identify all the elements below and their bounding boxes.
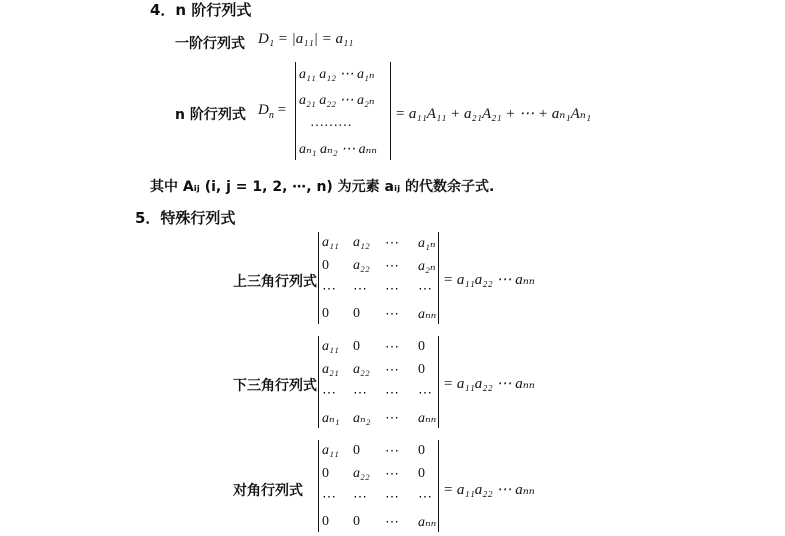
lower-cell-4-4: aₙₙ [418, 411, 437, 426]
lower-cell-4-1: aₙ₁ [322, 411, 340, 426]
lower-cell-3-1: ⋯ [322, 386, 336, 401]
diag-cell-2-4: 0 [418, 466, 425, 481]
upper-cell-2-2: a₂₂ [353, 258, 370, 273]
diagonal-label: 对角行列式 [233, 483, 303, 499]
diag-cell-4-1: 0 [322, 514, 329, 529]
upper-cell-4-3: ⋯ [385, 307, 399, 322]
upper-matrix-left-bar [318, 232, 319, 324]
lower-result: = a₁₁a₂₂ ⋯ aₙₙ [443, 376, 535, 392]
lower-cell-4-2: aₙ₂ [353, 411, 371, 426]
lower-cell-2-1: a₂₁ [322, 362, 339, 377]
section-4-title: 4．n 阶行列式 [150, 1, 252, 19]
nth-matrix-row-3: ……… [310, 115, 352, 130]
lower-cell-2-4: 0 [418, 362, 425, 377]
section-5-title: 5．特殊行列式 [135, 209, 236, 227]
diag-cell-2-1: 0 [322, 466, 329, 481]
lower-matrix-right-bar [438, 336, 439, 428]
diag-matrix-left-bar [318, 440, 319, 532]
lower-cell-2-3: ⋯ [385, 363, 399, 378]
lower-triangular-label: 下三角行列式 [233, 378, 317, 394]
nth-matrix-left-bar [295, 62, 296, 160]
d-n-letter: D [258, 102, 269, 118]
lower-cell-4-3: ⋯ [385, 411, 399, 426]
upper-cell-2-3: ⋯ [385, 259, 399, 274]
diag-cell-3-1: ⋯ [322, 490, 336, 505]
nth-matrix-row-4: aₙ₁ aₙ₂ ⋯ aₙₙ [299, 142, 377, 157]
lower-cell-2-2: a₂₂ [353, 362, 370, 377]
upper-cell-1-2: a₁₂ [353, 235, 370, 250]
first-order-formula: D₁ = |a₁₁| = a₁₁ [258, 31, 354, 47]
lower-cell-1-4: 0 [418, 339, 425, 354]
diag-cell-4-4: aₙₙ [418, 515, 437, 530]
upper-cell-3-1: ⋯ [322, 282, 336, 297]
diag-cell-3-3: ⋯ [385, 490, 399, 505]
lower-cell-3-4: ⋯ [418, 386, 432, 401]
first-order-label: 一阶行列式 [175, 36, 245, 52]
d-n-subscript: n [268, 110, 274, 121]
diag-cell-2-2: a₂₂ [353, 466, 370, 481]
upper-cell-3-3: ⋯ [385, 282, 399, 297]
upper-result: = a₁₁a₂₂ ⋯ aₙₙ [443, 272, 535, 288]
nth-matrix-row-1: a₁₁ a₁₂ ⋯ a₁ₙ [299, 67, 375, 82]
upper-cell-4-4: aₙₙ [418, 307, 437, 322]
upper-cell-1-3: ⋯ [385, 236, 399, 251]
lower-matrix-left-bar [318, 336, 319, 428]
diag-result: = a₁₁a₂₂ ⋯ aₙₙ [443, 482, 535, 498]
nth-order-label: n 阶行列式 [175, 107, 246, 123]
upper-cell-2-4: a₂ₙ [418, 259, 436, 274]
diag-cell-4-2: 0 [353, 514, 360, 529]
diag-cell-4-3: ⋯ [385, 515, 399, 530]
upper-cell-3-4: ⋯ [418, 282, 432, 297]
upper-matrix-right-bar [438, 232, 439, 324]
lower-cell-3-3: ⋯ [385, 386, 399, 401]
diag-cell-1-2: 0 [353, 443, 360, 458]
diag-cell-3-2: ⋯ [353, 490, 367, 505]
cofactor-note: 其中 Aᵢⱼ (i, j = 1, 2, ⋯, n) 为元素 aᵢⱼ 的代数余子式. [150, 179, 495, 195]
diag-matrix-right-bar [438, 440, 439, 532]
diag-cell-1-1: a₁₁ [322, 443, 339, 458]
lower-cell-1-2: 0 [353, 339, 360, 354]
upper-triangular-label: 上三角行列式 [233, 274, 317, 290]
upper-cell-4-1: 0 [322, 306, 329, 321]
upper-cell-2-1: 0 [322, 258, 329, 273]
diag-cell-2-3: ⋯ [385, 467, 399, 482]
expansion-formula: = a₁₁A₁₁ + a₂₁A₂₁ + ⋯ + aₙ₁Aₙ₁ [395, 106, 592, 122]
nth-order-symbol: $D_n$ = [258, 102, 287, 121]
nth-matrix-right-bar [390, 62, 391, 160]
diag-cell-3-4: ⋯ [418, 490, 432, 505]
upper-cell-1-1: a₁₁ [322, 235, 339, 250]
upper-cell-3-2: ⋯ [353, 282, 367, 297]
lower-cell-3-2: ⋯ [353, 386, 367, 401]
upper-cell-1-4: a₁ₙ [418, 236, 436, 251]
lower-cell-1-3: ⋯ [385, 340, 399, 355]
diag-cell-1-3: ⋯ [385, 444, 399, 459]
upper-cell-4-2: 0 [353, 306, 360, 321]
nth-matrix-row-2: a₂₁ a₂₂ ⋯ a₂ₙ [299, 93, 375, 108]
lower-cell-1-1: a₁₁ [322, 339, 339, 354]
diag-cell-1-4: 0 [418, 443, 425, 458]
